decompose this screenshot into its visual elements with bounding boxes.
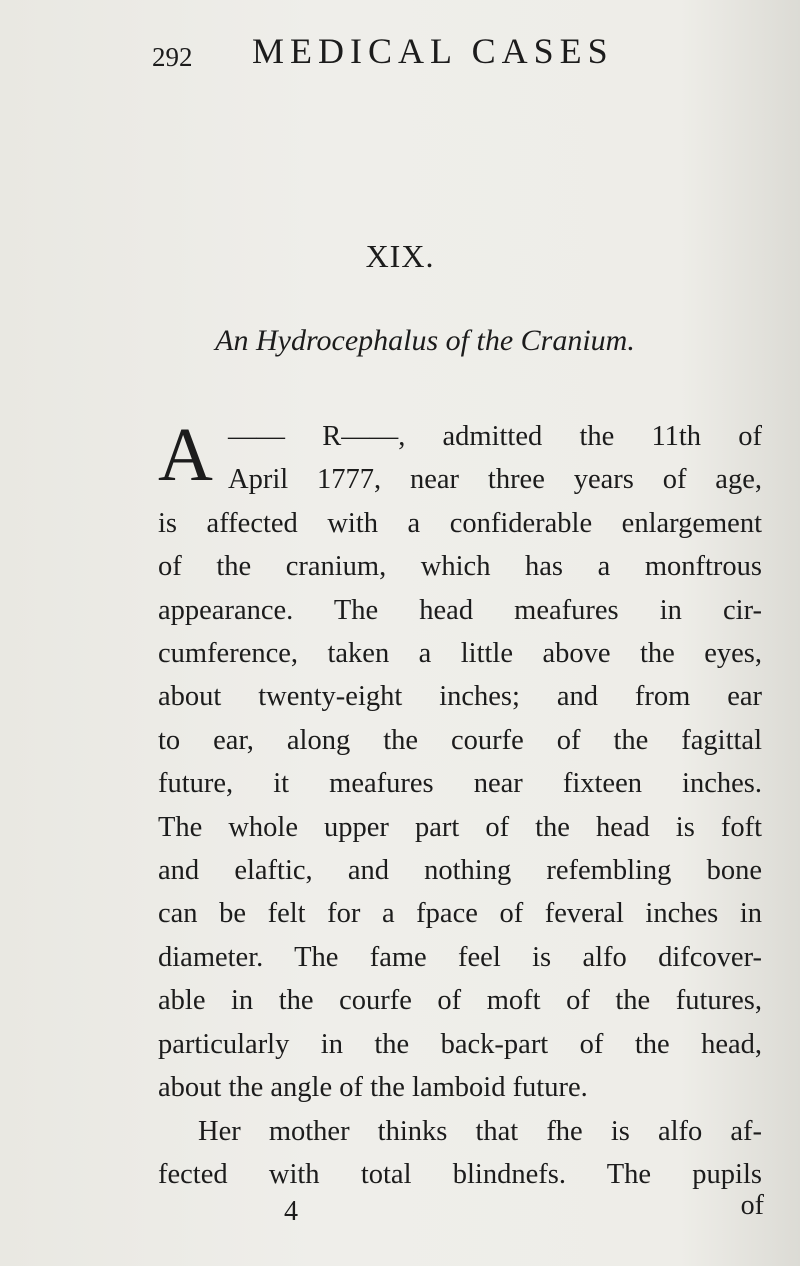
catchword: of	[740, 1190, 764, 1221]
body-text	[158, 415, 762, 1196]
case-title: An Hydrocephalus of the Cranium.	[215, 324, 635, 357]
running-title: MEDICAL CASES	[252, 31, 614, 71]
text-line: can be felt for a fpace of feveral inches in	[158, 898, 762, 930]
text-line: Her mother thinks that fhe is alfo af-	[198, 1115, 762, 1147]
text-line: and elaftic, and nothing refembling bone	[158, 855, 762, 887]
text-line: able in the courfe of moft of the futures,	[158, 985, 762, 1017]
text-line: —— R——, admitted the 11th of	[228, 421, 762, 452]
text-line: April 1777, near three years of age,	[228, 464, 762, 496]
text-line: diameter. The fame feel is alfo difcover-	[158, 941, 762, 973]
text-line: about the angle of the lamboid future.	[158, 1072, 588, 1104]
text-line: of the cranium, which has a monftrous	[158, 551, 762, 583]
drop-cap: A	[158, 413, 213, 497]
text-line: appearance. The head meafures in cir-	[158, 594, 762, 626]
text-line: fected with total blindnefs. The pupils	[158, 1158, 762, 1190]
text-line: The whole upper part of the head is foft	[158, 811, 762, 843]
case-number: XIX.	[365, 238, 435, 274]
page-number: 292	[152, 42, 193, 72]
text-line: cumference, taken a little above the eyes,	[158, 638, 762, 670]
text-line: to ear, along the courfe of the fagittal	[158, 724, 762, 756]
text-line: future, it meafures near fixteen inches.	[158, 768, 762, 800]
signature-mark: 4	[284, 1196, 298, 1227]
text-line: is affected with a confiderable enlargement	[158, 507, 762, 539]
text-line: about twenty-eight inches; and from ear	[158, 681, 762, 713]
show-through-text	[150, 110, 790, 360]
text-line: particularly in the back-part of the head,	[158, 1028, 762, 1060]
